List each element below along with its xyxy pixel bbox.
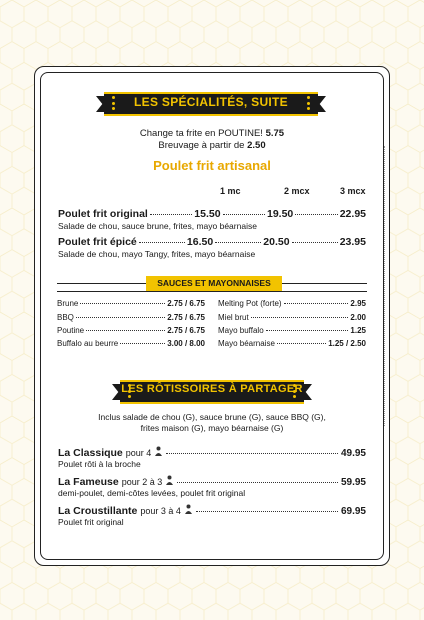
sauce-row: Poutine 2.75 / 6.75 bbox=[57, 326, 205, 335]
person-icon bbox=[154, 446, 163, 456]
sauce-row: Miel brut 2.00 bbox=[218, 313, 366, 322]
person-icon bbox=[165, 475, 174, 485]
menu-item-row bbox=[58, 236, 366, 248]
rotisserie-row: La Fameuse pour 2 à 3 59.95 bbox=[58, 476, 366, 488]
banner-specialites bbox=[104, 92, 318, 116]
sauce-row: Melting Pot (forte) 2.95 bbox=[218, 299, 366, 308]
column-header-1: 1 mc bbox=[220, 186, 241, 196]
rotisserie-description: Poulet rôti à la broche bbox=[58, 459, 141, 469]
sauce-row: Mayo buffalo 1.25 bbox=[218, 326, 366, 335]
price-3: 23.95 bbox=[339, 236, 366, 248]
price-2: 19.50 bbox=[267, 208, 294, 220]
section-title: Poulet frit artisanal bbox=[153, 158, 271, 173]
rotisserie-row: La Croustillante pour 3 à 4 69.95 bbox=[58, 505, 366, 517]
sauce-row: Brune 2.75 / 6.75 bbox=[57, 299, 205, 308]
divider bbox=[57, 291, 367, 292]
sauces-title: SAUCES ET MAYONNAISES bbox=[146, 276, 282, 291]
menu-item-row bbox=[58, 208, 366, 220]
person-icon bbox=[184, 504, 193, 514]
rotisserie-description: demi-poulet, demi-côtes levées, poulet frit original bbox=[58, 488, 246, 498]
rotis-intro-line: frites maison (G), mayo béarnaise (G) bbox=[140, 423, 284, 433]
price-3: 22.95 bbox=[339, 208, 366, 220]
price-1: 15.50 bbox=[194, 208, 221, 220]
banner-title: LES RÔTISSOIRES À PARTAGER bbox=[121, 383, 303, 395]
sauce-row: Mayo béarnaise 1.25 / 2.50 bbox=[218, 339, 366, 348]
rotisserie-description: Poulet frit original bbox=[58, 517, 124, 527]
column-header-3: 3 mcx bbox=[340, 186, 366, 196]
item-name: Poulet frit épicé bbox=[58, 236, 137, 248]
item-description: Salade de chou, sauce brune, frites, mayo béarnaise bbox=[58, 221, 257, 231]
price-1: 16.50 bbox=[186, 236, 214, 248]
intro-line-breuvage: Breuvage à partir de 2.50 bbox=[158, 140, 266, 151]
decorative-dotted-line bbox=[384, 146, 386, 426]
item-description: Salade de chou, mayo Tangy, frites, mayo béarnaise bbox=[58, 249, 256, 259]
banner-rotissoires bbox=[120, 380, 304, 404]
banner-title: LES SPÉCIALITÉS, SUITE bbox=[134, 95, 288, 109]
rotisserie-row: La Classique pour 4 49.95 bbox=[58, 447, 366, 459]
item-name: Poulet frit original bbox=[58, 208, 148, 220]
rotis-intro-line: Inclus salade de chou (G), sauce brune (G), sauce BBQ (G), bbox=[98, 412, 326, 422]
price-2: 20.50 bbox=[263, 236, 290, 248]
sauce-row: BBQ 2.75 / 6.75 bbox=[57, 313, 205, 322]
column-header-2: 2 mcx bbox=[284, 186, 310, 196]
sauce-row: Buffalo au beurre 3.00 / 8.00 bbox=[57, 339, 205, 348]
intro-line-poutine: Change ta frite en POUTINE! 5.75 bbox=[139, 128, 285, 139]
